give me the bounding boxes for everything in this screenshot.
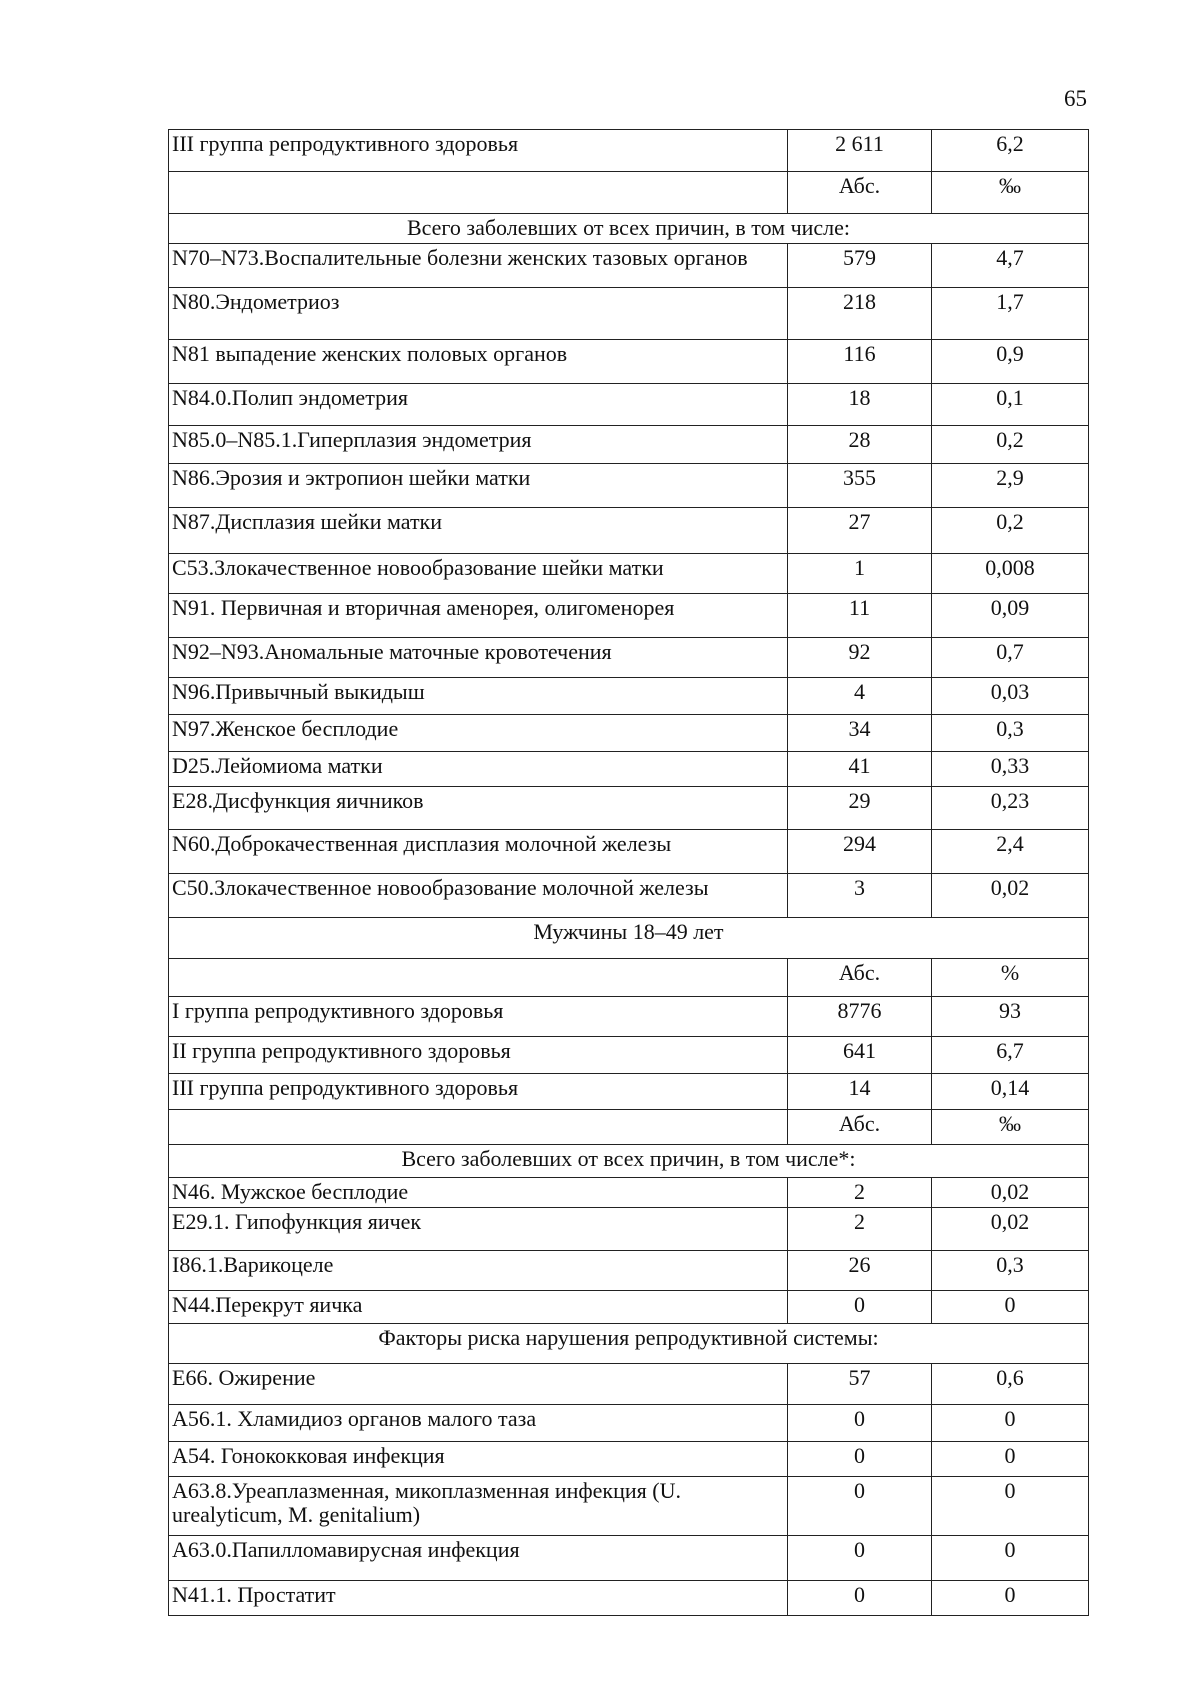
- table-row: [169, 997, 1089, 1037]
- abs-value: 294: [788, 830, 932, 874]
- row-label: N80.Эндометриоз: [169, 288, 788, 340]
- row-label: N81 выпадение женских половых органов: [169, 340, 788, 384]
- abs-value: 28: [788, 426, 932, 464]
- table-row: [169, 1536, 1089, 1581]
- rate-value: 0,9: [932, 340, 1089, 384]
- table-row: [169, 959, 1089, 997]
- table-row: [169, 715, 1089, 752]
- abs-value: 92: [788, 638, 932, 678]
- rate-value: 1,7: [932, 288, 1089, 340]
- table-row: [169, 1037, 1089, 1074]
- rate-value: 0: [932, 1477, 1089, 1536]
- abs-value: 41: [788, 752, 932, 787]
- table-row: [169, 638, 1089, 678]
- table-row: [169, 874, 1089, 918]
- table-row: [169, 1074, 1089, 1110]
- abs-value: 26: [788, 1251, 932, 1291]
- abs-value: 2: [788, 1208, 932, 1251]
- row-label: N92–N93.Аномальные маточные кровотечения: [169, 638, 788, 678]
- row-label: I86.1.Варикоцеле: [169, 1251, 788, 1291]
- row-label: N97.Женское бесплодие: [169, 715, 788, 752]
- abs-value: 27: [788, 508, 932, 554]
- abs-value: 2 611: [788, 130, 932, 172]
- row-label: I группа репродуктивного здоровья: [169, 997, 788, 1037]
- rate-value: 6,2: [932, 130, 1089, 172]
- row-label: С53.Злокачественное новообразование шейки матки: [169, 554, 788, 594]
- table-row: [169, 1178, 1089, 1208]
- rate-value: 0,02: [932, 1178, 1089, 1208]
- rate-value: 93: [932, 997, 1089, 1037]
- section-header-row: [169, 918, 1089, 959]
- abs-value: 34: [788, 715, 932, 752]
- rate-value: 0,1: [932, 384, 1089, 426]
- rate-value: ‰: [932, 172, 1089, 214]
- row-label: N44.Перекрут яичка: [169, 1291, 788, 1324]
- abs-value: 0: [788, 1536, 932, 1581]
- row-label: Е29.1. Гипофункция яичек: [169, 1208, 788, 1251]
- section-title: Всего заболевших от всех причин, в том числе*:: [169, 1145, 1089, 1178]
- statistics-table: [168, 129, 1089, 1616]
- rate-value: 0,2: [932, 426, 1089, 464]
- row-label: N84.0.Полип эндометрия: [169, 384, 788, 426]
- rate-value: 0,02: [932, 1208, 1089, 1251]
- rate-value: %: [932, 959, 1089, 997]
- section-title: Факторы риска нарушения репродуктивной системы:: [169, 1324, 1089, 1364]
- rate-value: 0,008: [932, 554, 1089, 594]
- table-row: [169, 508, 1089, 554]
- table-row: [169, 1442, 1089, 1477]
- abs-value: 3: [788, 874, 932, 918]
- page-number: 65: [1064, 86, 1087, 111]
- abs-value: 11: [788, 594, 932, 638]
- section-header-row: [169, 1324, 1089, 1364]
- row-label: N70–N73.Воспалительные болезни женских тазовых органов: [169, 244, 788, 288]
- table-row: [169, 787, 1089, 830]
- row-label: [169, 172, 788, 214]
- table-row: [169, 678, 1089, 715]
- abs-value: 14: [788, 1074, 932, 1110]
- table-row: [169, 244, 1089, 288]
- table-row: [169, 1251, 1089, 1291]
- table-row: [169, 1110, 1089, 1145]
- row-label: [169, 1110, 788, 1145]
- table-row: [169, 1291, 1089, 1324]
- row-label: [169, 959, 788, 997]
- abs-value: 0: [788, 1405, 932, 1442]
- row-label: II группа репродуктивного здоровья: [169, 1037, 788, 1074]
- table-row: [169, 1364, 1089, 1405]
- table-row: [169, 384, 1089, 426]
- row-label: N41.1. Простатит: [169, 1581, 788, 1616]
- row-label: III группа репродуктивного здоровья: [169, 130, 788, 172]
- abs-value: 579: [788, 244, 932, 288]
- rate-value: 0,03: [932, 678, 1089, 715]
- row-label: N60.Доброкачественная дисплазия молочной железы: [169, 830, 788, 874]
- rate-value: 0,23: [932, 787, 1089, 830]
- abs-value: Абс.: [788, 1110, 932, 1145]
- row-label: N96.Привычный выкидыш: [169, 678, 788, 715]
- table-row: [169, 752, 1089, 787]
- row-label: Е28.Дисфункция яичников: [169, 787, 788, 830]
- section-header-row: [169, 214, 1089, 244]
- rate-value: 0,2: [932, 508, 1089, 554]
- abs-value: 116: [788, 340, 932, 384]
- abs-value: 0: [788, 1581, 932, 1616]
- rate-value: 0: [932, 1405, 1089, 1442]
- table-row: [169, 1477, 1089, 1536]
- abs-value: 29: [788, 787, 932, 830]
- abs-value: 18: [788, 384, 932, 426]
- abs-value: 8776: [788, 997, 932, 1037]
- table-row: [169, 172, 1089, 214]
- table-body: [169, 130, 1089, 1616]
- rate-value: 0,6: [932, 1364, 1089, 1405]
- abs-value: 0: [788, 1477, 932, 1536]
- rate-value: 2,4: [932, 830, 1089, 874]
- row-label: N86.Эрозия и эктропион шейки матки: [169, 464, 788, 508]
- rate-value: 0,3: [932, 1251, 1089, 1291]
- table-row: [169, 288, 1089, 340]
- row-label: N87.Дисплазия шейки матки: [169, 508, 788, 554]
- abs-value: 218: [788, 288, 932, 340]
- table-row: [169, 1405, 1089, 1442]
- section-title: Мужчины 18–49 лет: [169, 918, 1089, 959]
- rate-value: 0: [932, 1442, 1089, 1477]
- abs-value: 0: [788, 1291, 932, 1324]
- abs-value: 355: [788, 464, 932, 508]
- row-label: D25.Лейомиома матки: [169, 752, 788, 787]
- abs-value: 4: [788, 678, 932, 715]
- row-label: Е66. Ожирение: [169, 1364, 788, 1405]
- rate-value: 2,9: [932, 464, 1089, 508]
- row-label: А56.1. Хламидиоз органов малого таза: [169, 1405, 788, 1442]
- row-label: А63.0.Папилломавирусная инфекция: [169, 1536, 788, 1581]
- abs-value: 0: [788, 1442, 932, 1477]
- rate-value: 0,3: [932, 715, 1089, 752]
- section-title: Всего заболевших от всех причин, в том числе:: [169, 214, 1089, 244]
- rate-value: 0: [932, 1581, 1089, 1616]
- abs-value: 57: [788, 1364, 932, 1405]
- table-row: [169, 1208, 1089, 1251]
- row-label: N46. Мужское бесплодие: [169, 1178, 788, 1208]
- rate-value: 0: [932, 1536, 1089, 1581]
- rate-value: 0,14: [932, 1074, 1089, 1110]
- table-row: [169, 130, 1089, 172]
- table-row: [169, 1581, 1089, 1616]
- row-label: N85.0–N85.1.Гиперплазия эндометрия: [169, 426, 788, 464]
- table-row: [169, 340, 1089, 384]
- rate-value: ‰: [932, 1110, 1089, 1145]
- rate-value: 0: [932, 1291, 1089, 1324]
- rate-value: 0,02: [932, 874, 1089, 918]
- rate-value: 6,7: [932, 1037, 1089, 1074]
- table-row: [169, 426, 1089, 464]
- table-row: [169, 464, 1089, 508]
- abs-value: 1: [788, 554, 932, 594]
- abs-value: 641: [788, 1037, 932, 1074]
- table-row: [169, 830, 1089, 874]
- rate-value: 0,09: [932, 594, 1089, 638]
- abs-value: 2: [788, 1178, 932, 1208]
- abs-value: Абс.: [788, 959, 932, 997]
- rate-value: 4,7: [932, 244, 1089, 288]
- row-label: А54. Гонококковая инфекция: [169, 1442, 788, 1477]
- table-row: [169, 594, 1089, 638]
- rate-value: 0,33: [932, 752, 1089, 787]
- table-row: [169, 554, 1089, 594]
- row-label: А63.8.Уреаплазменная, микоплазменная инфекция (U. urealyticum, M. genitalium): [169, 1477, 788, 1536]
- row-label: N91. Первичная и вторичная аменорея, олигоменорея: [169, 594, 788, 638]
- abs-value: Абс.: [788, 172, 932, 214]
- row-label: III группа репродуктивного здоровья: [169, 1074, 788, 1110]
- section-header-row: [169, 1145, 1089, 1178]
- rate-value: 0,7: [932, 638, 1089, 678]
- row-label: С50.Злокачественное новообразование молочной железы: [169, 874, 788, 918]
